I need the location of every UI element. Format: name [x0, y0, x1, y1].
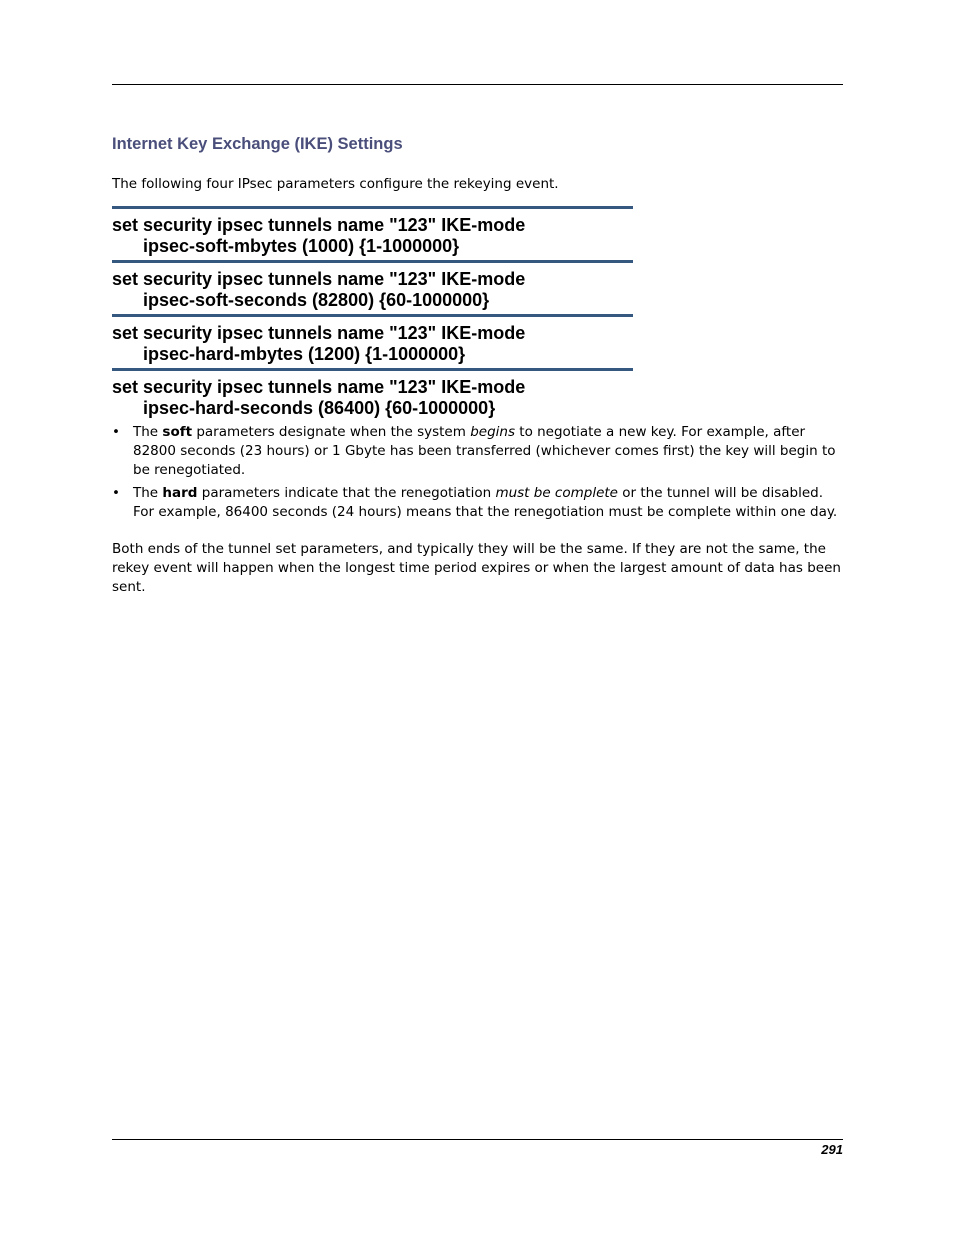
command-line: set security ipsec tunnels name "123" IKE-mode — [112, 377, 526, 397]
bullet-text: The soft parameters designate when the system begins to negotiate a new key. For example, after 82800 seconds (23 hours) or 1 Gbyte has been transferred (whichever comes first) the key will begin to be renegotiated. — [133, 424, 836, 478]
command-list — [112, 206, 633, 422]
intro-paragraph: The following four IPsec parameters configure the rekeying event. — [112, 176, 559, 192]
bullet-icon: • — [112, 485, 120, 501]
command-soft-seconds — [112, 260, 633, 314]
command-line: set security ipsec tunnels name "123" IKE-mode — [112, 269, 526, 289]
emphasis-must-be-complete: must be complete — [495, 485, 618, 501]
command-hard-seconds — [112, 368, 633, 422]
parameter-notes — [112, 423, 843, 526]
command-line: set security ipsec tunnels name "123" IKE-mode — [112, 323, 526, 343]
term-hard: hard — [162, 485, 198, 501]
footer-rule — [112, 1139, 843, 1140]
list-item-soft — [112, 423, 843, 480]
command-parameter: ipsec-soft-mbytes (1000) {1-1000000} — [143, 235, 460, 256]
list-item-hard — [112, 484, 843, 522]
term-soft: soft — [162, 424, 193, 440]
command-parameter: ipsec-hard-mbytes (1200) {1-1000000} — [143, 343, 466, 364]
command-parameter: ipsec-hard-seconds (86400) {60-1000000} — [143, 397, 496, 418]
command-line: set security ipsec tunnels name "123" IKE-mode — [112, 215, 526, 235]
bullet-text: The hard parameters indicate that the renegotiation must be complete or the tunnel will be disabled. For example, 86400 seconds (24 hours) means that the renegotiation must be complete within one day. — [133, 485, 838, 520]
command-parameter: ipsec-soft-seconds (82800) {60-1000000} — [143, 289, 490, 310]
command-hard-mbytes — [112, 314, 633, 368]
command-soft-mbytes — [112, 206, 633, 260]
emphasis-begins: begins — [470, 424, 515, 440]
header-rule — [112, 84, 843, 85]
page-number: 291 — [821, 1142, 843, 1157]
bullet-icon: • — [112, 424, 120, 440]
closing-paragraph: Both ends of the tunnel set parameters, and typically they will be the same. If they are not the same, the rekey event will happen when the longest time period expires or when the largest amount of data has been sent. — [112, 541, 841, 595]
section-heading: Internet Key Exchange (IKE) Settings — [112, 135, 403, 153]
